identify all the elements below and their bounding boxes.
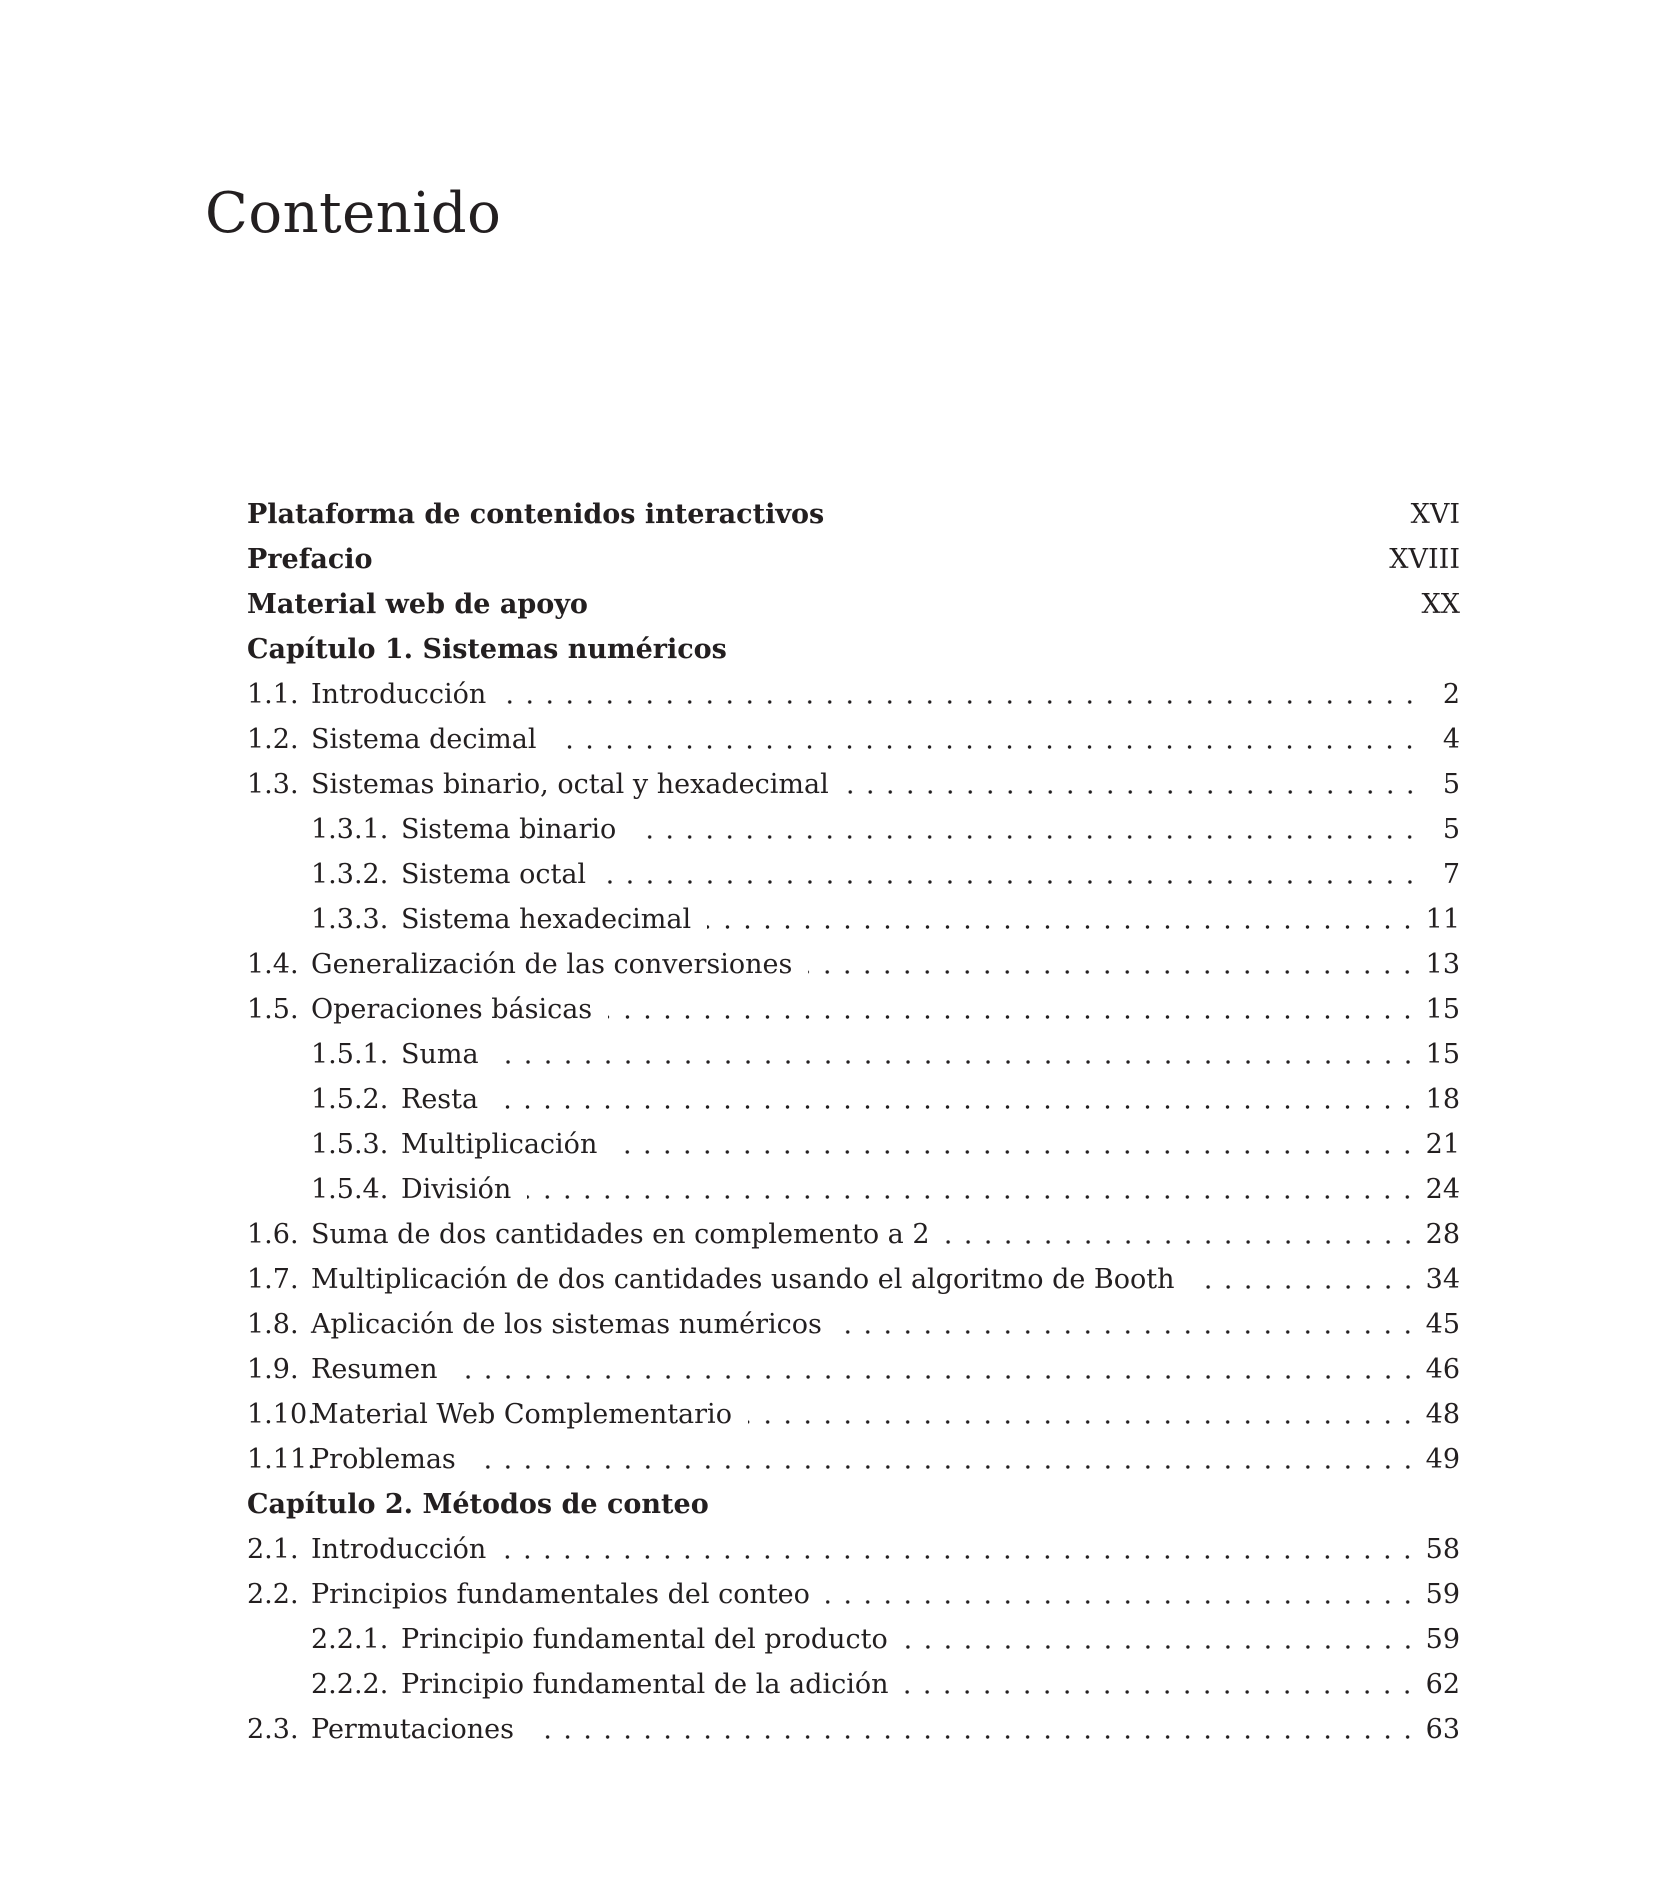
toc-page-number: 24 xyxy=(1425,1174,1460,1205)
dot-leader xyxy=(904,1690,1417,1694)
toc-entry-number: 2.3. xyxy=(247,1714,299,1745)
dot-leader xyxy=(838,1330,1418,1334)
toc-page-number: XX xyxy=(1421,589,1460,620)
toc-page-number: 11 xyxy=(1425,904,1460,935)
toc-entry-label: Sistema octal xyxy=(401,859,587,890)
toc-entry-label: Problemas xyxy=(311,1444,456,1475)
toc-entry-number: 2.2.1. xyxy=(311,1624,389,1655)
toc-entry-label: División xyxy=(401,1174,512,1205)
toc-entry-row[interactable] xyxy=(247,1572,1460,1617)
toc-entry-label: Resumen xyxy=(311,1354,438,1385)
toc-entry-label: Generalización de las conversiones xyxy=(311,949,793,980)
toc-entry-number: 1.5.1. xyxy=(311,1039,389,1070)
dot-leader xyxy=(472,1465,1418,1469)
toc-entry-number: 1.7. xyxy=(247,1264,299,1295)
toc-heading-row[interactable] xyxy=(247,537,1460,582)
toc-entry-row[interactable] xyxy=(247,1077,1460,1122)
toc-entry-row[interactable] xyxy=(247,1437,1460,1482)
toc-entry-label: Suma de dos cantidades en complemento a 2 xyxy=(311,1219,930,1250)
dot-leader xyxy=(495,1060,1418,1064)
toc-heading-row[interactable] xyxy=(247,1482,1460,1527)
toc-page-number: 15 xyxy=(1425,994,1460,1025)
toc-page-number: 59 xyxy=(1425,1579,1460,1610)
toc-entry-number: 1.5.4. xyxy=(311,1174,389,1205)
dot-leader xyxy=(826,1600,1418,1604)
toc-entry-number: 1.1. xyxy=(247,679,299,710)
toc-entry-label: Sistemas binario, octal y hexadecimal xyxy=(311,769,829,800)
toc-entry-row[interactable] xyxy=(247,1032,1460,1077)
toc-entry-label: Introducción xyxy=(311,679,487,710)
toc-entry-row[interactable] xyxy=(247,1707,1460,1752)
toc-entry-row[interactable] xyxy=(247,1392,1460,1437)
toc-entry-label: Principio fundamental de la adición xyxy=(401,1669,889,1700)
toc-entry-number: 1.6. xyxy=(247,1219,299,1250)
toc-entry-number: 1.5.3. xyxy=(311,1129,389,1160)
toc-entry-row[interactable] xyxy=(247,1212,1460,1257)
toc-entry-number: 2.1. xyxy=(247,1534,299,1565)
toc-entry-number: 1.5.2. xyxy=(311,1084,389,1115)
toc-entry-label: Capítulo 1. Sistemas numéricos xyxy=(247,634,727,665)
toc-entry-label: Material Web Complementario xyxy=(311,1399,732,1430)
toc-entry-label: Resta xyxy=(401,1084,479,1115)
toc-heading-row[interactable] xyxy=(247,627,1460,672)
toc-entry-label: Material web de apoyo xyxy=(247,589,588,620)
table-of-contents xyxy=(247,492,1460,1752)
toc-page-number: 4 xyxy=(1442,724,1460,755)
toc-entry-label: Permutaciones xyxy=(311,1714,515,1745)
toc-entry-number: 1.3.3. xyxy=(311,904,389,935)
toc-entry-row[interactable] xyxy=(247,1527,1460,1572)
toc-page-number: XVI xyxy=(1410,499,1460,530)
toc-entry-number: 1.9. xyxy=(247,1354,299,1385)
toc-page-number: 2 xyxy=(1442,679,1460,710)
toc-entry-label: Aplicación de los sistemas numéricos xyxy=(311,1309,822,1340)
toc-entry-label: Capítulo 2. Métodos de conteo xyxy=(247,1489,709,1520)
dot-leader xyxy=(602,880,1420,884)
dot-leader xyxy=(1191,1285,1418,1289)
toc-entry-row[interactable] xyxy=(247,1167,1460,1212)
toc-page-number: 7 xyxy=(1442,859,1460,890)
toc-page-number: 5 xyxy=(1442,814,1460,845)
toc-page-number: 34 xyxy=(1425,1264,1460,1295)
toc-page-number: 59 xyxy=(1425,1624,1460,1655)
toc-entry-label: Multiplicación xyxy=(401,1129,598,1160)
toc-page-number: 15 xyxy=(1425,1039,1460,1070)
toc-page-number: 45 xyxy=(1425,1309,1460,1340)
toc-entry-number: 1.2. xyxy=(247,724,299,755)
toc-entry-row[interactable] xyxy=(247,717,1460,762)
toc-entry-number: 1.4. xyxy=(247,949,299,980)
toc-entry-number: 1.3.1. xyxy=(311,814,389,845)
toc-entry-label: Sistema binario xyxy=(401,814,617,845)
toc-entry-label: Prefacio xyxy=(247,544,373,575)
toc-entry-label: Multiplicación de dos cantidades usando el algoritmo de Booth xyxy=(311,1264,1175,1295)
dot-leader xyxy=(552,745,1420,749)
toc-entry-label: Introducción xyxy=(311,1534,487,1565)
toc-page-number: 13 xyxy=(1425,949,1460,980)
dot-leader xyxy=(707,925,1417,929)
toc-entry-label: Principios fundamentales del conteo xyxy=(311,1579,810,1610)
toc-entry-row[interactable] xyxy=(247,852,1460,897)
toc-page-number: 62 xyxy=(1425,1669,1460,1700)
toc-entry-number: 1.10. xyxy=(247,1399,316,1430)
toc-entry-row[interactable] xyxy=(247,1347,1460,1392)
toc-entry-number: 1.11. xyxy=(247,1444,316,1475)
dot-leader xyxy=(748,1420,1418,1424)
dot-leader xyxy=(494,1105,1418,1109)
toc-page-number: 48 xyxy=(1425,1399,1460,1430)
toc-entry-row[interactable] xyxy=(247,942,1460,987)
toc-page-number: 46 xyxy=(1425,1354,1460,1385)
toc-page-number: 18 xyxy=(1425,1084,1460,1115)
toc-entry-row[interactable] xyxy=(247,1662,1460,1707)
dot-leader xyxy=(632,835,1420,839)
toc-entry-number: 1.8. xyxy=(247,1309,299,1340)
toc-entry-label: Principio fundamental del producto xyxy=(401,1624,888,1655)
dot-leader xyxy=(946,1240,1418,1244)
dot-leader xyxy=(613,1150,1417,1154)
toc-entry-number: 2.2.2. xyxy=(311,1669,389,1700)
toc-entry-label: Operaciones básicas xyxy=(311,994,593,1025)
toc-entry-row[interactable] xyxy=(247,1302,1460,1347)
dot-leader xyxy=(454,1375,1418,1379)
toc-entry-row[interactable] xyxy=(247,1257,1460,1302)
toc-page-number: 49 xyxy=(1425,1444,1460,1475)
dot-leader xyxy=(808,970,1417,974)
toc-entry-number: 1.5. xyxy=(247,994,299,1025)
toc-page-number: 21 xyxy=(1425,1129,1460,1160)
toc-entry-label: Plataforma de contenidos interactivos xyxy=(247,499,825,530)
page-title: Contenido xyxy=(205,181,502,246)
toc-entry-label: Sistema hexadecimal xyxy=(401,904,692,935)
toc-page-number: 63 xyxy=(1425,1714,1460,1745)
toc-entry-row[interactable] xyxy=(247,672,1460,717)
toc-page-number: 28 xyxy=(1425,1219,1460,1250)
toc-page-number: 5 xyxy=(1442,769,1460,800)
toc-entry-number: 2.2. xyxy=(247,1579,299,1610)
toc-entry-row[interactable] xyxy=(247,1122,1460,1167)
dot-leader xyxy=(845,790,1420,794)
dot-leader xyxy=(904,1645,1418,1649)
dot-leader xyxy=(502,1555,1417,1559)
toc-entry-number: 1.3. xyxy=(247,769,299,800)
toc-entry-label: Sistema decimal xyxy=(311,724,537,755)
dot-leader xyxy=(502,700,1420,704)
dot-leader xyxy=(530,1735,1418,1739)
dot-leader xyxy=(527,1195,1417,1199)
toc-entry-row[interactable] xyxy=(247,807,1460,852)
toc-entry-row[interactable] xyxy=(247,762,1460,807)
toc-entry-row[interactable] xyxy=(247,1617,1460,1662)
toc-entry-label: Suma xyxy=(401,1039,479,1070)
dot-leader xyxy=(608,1015,1417,1019)
toc-entry-number: 1.3.2. xyxy=(311,859,389,890)
toc-page-number: XVIII xyxy=(1389,544,1460,575)
toc-heading-row[interactable] xyxy=(247,492,1460,537)
toc-entry-row[interactable] xyxy=(247,897,1460,942)
toc-heading-row[interactable] xyxy=(247,582,1460,627)
toc-page-number: 58 xyxy=(1425,1534,1460,1565)
toc-entry-row[interactable] xyxy=(247,987,1460,1032)
